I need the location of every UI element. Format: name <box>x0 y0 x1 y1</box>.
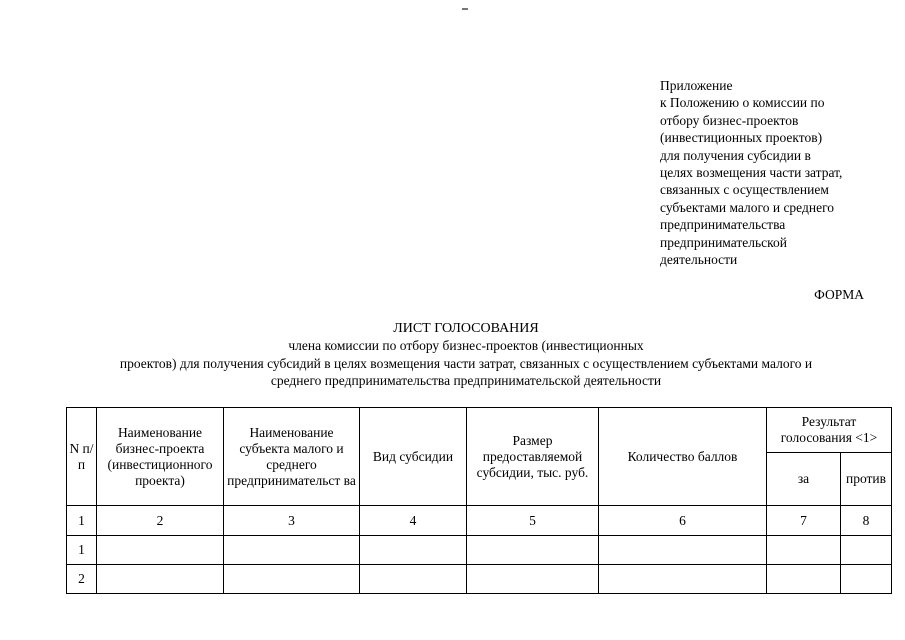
title-heading: ЛИСТ ГОЛОСОВАНИЯ <box>393 321 539 336</box>
header-score: Количество баллов <box>599 408 767 506</box>
table-cell <box>767 536 841 565</box>
table-cell <box>841 536 892 565</box>
column-number: 8 <box>841 506 892 536</box>
form-label: ФОРМА <box>814 287 864 302</box>
table-cell <box>224 536 360 565</box>
table-cell <box>97 565 224 594</box>
appendix-line: к Положению о комиссии по <box>660 95 825 111</box>
title-line: проектов) для получения субсидий в целях возмещения части затрат, связанных с осуществлением субъектами малого и <box>119 355 813 371</box>
appendix-line: предпринимательской <box>660 234 788 250</box>
row-number: 1 <box>67 536 97 565</box>
appendix-line: для получения субсидии в <box>660 147 811 163</box>
column-number: 7 <box>767 506 841 536</box>
header-project-name: Наименование бизнес-проекта (инвестиционного проекта) <box>97 408 224 506</box>
column-number: 5 <box>467 506 599 536</box>
table-cell <box>841 565 892 594</box>
table-cell <box>360 565 467 594</box>
appendix-line: деятельности <box>660 252 738 268</box>
table-cell <box>767 565 841 594</box>
table-cell <box>467 536 599 565</box>
column-number: 1 <box>67 506 97 536</box>
column-number: 3 <box>224 506 360 536</box>
row-number: 2 <box>67 565 97 594</box>
title-line: члена комиссии по отбору бизнес-проектов (инвестиционных <box>288 338 644 354</box>
appendix-line: (инвестиционных проектов) <box>660 130 823 146</box>
appendix-line: предпринимательства <box>660 217 786 233</box>
appendix-line: связанных с осуществлением <box>660 182 829 198</box>
column-number: 6 <box>599 506 767 536</box>
header-for: за <box>767 453 841 506</box>
table-cell <box>599 536 767 565</box>
appendix-line: отбору бизнес-проектов <box>660 112 799 128</box>
header-row <box>67 408 892 453</box>
table-row <box>67 536 892 565</box>
title-line: среднего предпринимательства предпринимательской деятельности <box>270 373 662 389</box>
table-row <box>67 565 892 594</box>
header-against: против <box>841 453 892 506</box>
column-number: 2 <box>97 506 224 536</box>
appendix-line: целях возмещения части затрат, <box>660 165 843 181</box>
table-cell <box>360 536 467 565</box>
table-cell <box>467 565 599 594</box>
appendix-line: Приложение <box>660 78 733 93</box>
table-cell <box>599 565 767 594</box>
table-cell <box>97 536 224 565</box>
header-num: N п/п <box>67 408 97 506</box>
header-subsidy-type: Вид субсидии <box>360 408 467 506</box>
column-number: 4 <box>360 506 467 536</box>
header-result: Результат голосования <1> <box>767 408 892 453</box>
appendix-line: субъектами малого и среднего <box>660 199 835 215</box>
appendix-note <box>660 77 895 268</box>
voting-table <box>66 407 892 594</box>
column-number-row <box>67 506 892 536</box>
header-subject-name: Наименование субъекта малого и среднего предпринимательст ва <box>224 408 360 506</box>
document-title <box>60 320 872 390</box>
table-cell <box>224 565 360 594</box>
header-subsidy-amount: Размер предоставляемой субсидии, тыс. руб. <box>467 408 599 506</box>
scan-mark <box>462 8 468 10</box>
